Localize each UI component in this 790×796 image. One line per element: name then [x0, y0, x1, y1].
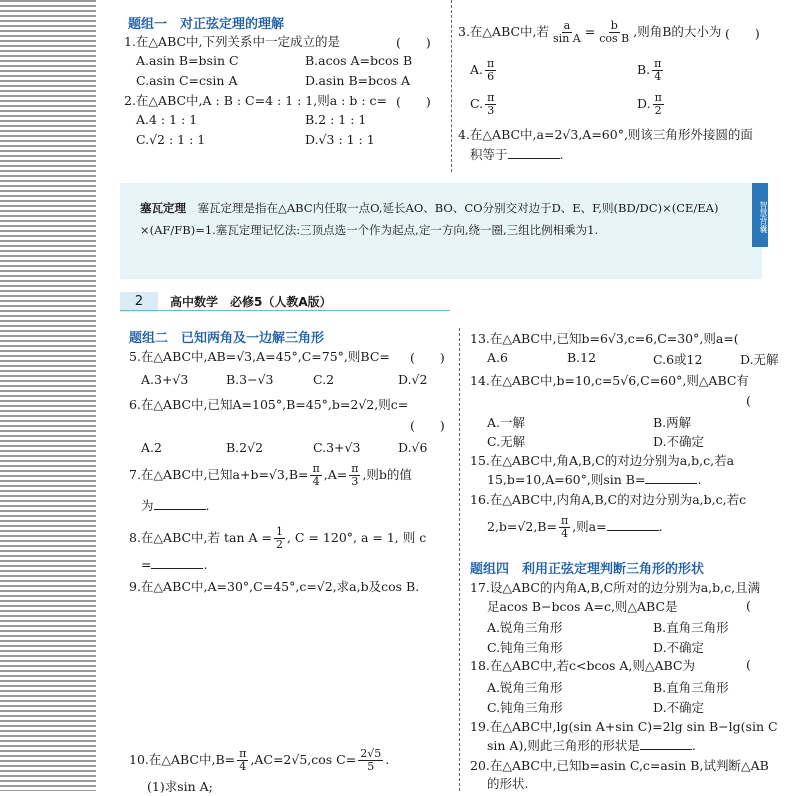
question-18: 18.在△ABC中,若c<bcos A,则△ABC为: [470, 658, 695, 673]
note-title: 塞瓦定理: [140, 201, 186, 215]
fraction-a-sinA: $\frac{a}{\text{sin A}}$: [553, 19, 581, 45]
option-2c: C.√2 : 1 : 1: [136, 132, 206, 147]
option-1d: D.asin B=bcos A: [305, 73, 411, 88]
option-18a: A.锐角三角形: [487, 680, 563, 695]
option-3b: B. $\frac{\pi}{4}$: [637, 57, 662, 83]
option-5a: A.3+√3: [141, 372, 189, 387]
question-17: 17.设△ABC的内角A,B,C所对的边分别为a,b,c,且满: [470, 580, 761, 595]
question-6: 6.在△ABC中,已知A=105°,B=45°,b=2√2,则c=: [129, 397, 409, 412]
option-3c: C. $\frac{\pi}{3}$: [470, 91, 495, 117]
answer-paren-6: ( ): [410, 418, 445, 433]
option-5c: C.2: [313, 372, 335, 387]
answer-blank-7[interactable]: [154, 497, 206, 510]
question-20-line2: 的形状.: [487, 776, 529, 791]
answer-paren-17: (: [746, 598, 751, 613]
note-line2: ×(AF/FB)=1.塞瓦定理记忆法:三顶点选一个作为起点,定一方向,绕一圈,三组比例相乘为1.: [140, 223, 599, 237]
option-2a: A.4 : 1 : 1: [136, 112, 198, 127]
answer-paren-2: ( ): [396, 94, 431, 109]
option-6b: B.2√2: [226, 440, 264, 455]
fraction-b-cosB: $\frac{b}{\text{cos B}}$: [599, 19, 630, 45]
question-19: 19.在△ABC中,lg(sin A+sin C)=2lg sin B−lg(sin C: [470, 719, 778, 734]
question-4: 4.在△ABC中,a=2√3,A=60°,则该三角形外接圆的面: [458, 127, 753, 142]
column-divider-top: [451, 0, 452, 172]
margin-stripes: [0, 0, 96, 791]
question-15: 15.在△ABC中,角A,B,C的对边分别为a,b,c,若a: [470, 453, 735, 468]
note-line1: 塞瓦定理是指在△ABC内任取一点O,延长AO、BO、CO分别交对边于D、E、F,则(BD/DC)×(CE/EA): [197, 201, 719, 215]
question-9: 9.在△ABC中,A=30°,C=45°,c=√2,求a,b及cos B.: [129, 579, 420, 594]
option-6a: A.2: [141, 440, 162, 455]
question-19-line2: sin A),则此三角形的形状是 .: [487, 738, 696, 753]
question-8: 8.在△ABC中,若 tan A = $\frac{1}{2}$ , C = 120°, a = 1, 则 c: [129, 525, 427, 551]
question-2: 2.在△ABC中,A : B : C=4 : 1 : 1,则a : b : c=: [124, 93, 387, 108]
option-13c: C.6或12: [653, 352, 703, 367]
answer-blank-15[interactable]: [645, 471, 697, 484]
option-14d: D.不确定: [653, 434, 705, 449]
answer-blank-19[interactable]: [640, 737, 692, 750]
option-6c: C.3+√3: [313, 440, 361, 455]
question-5: 5.在△ABC中,AB=√3,A=45°,C=75°,则BC=: [129, 349, 390, 364]
option-2d: D.√3 : 1 : 1: [305, 132, 375, 147]
answer-blank-4[interactable]: [508, 146, 560, 159]
option-13a: A.6: [487, 350, 508, 365]
option-14b: B.两解: [653, 415, 692, 430]
option-17d: D.不确定: [653, 640, 705, 655]
question-17-line2: 足acos B−bcos A=c,则△ABC是: [487, 599, 678, 614]
answer-blank-8[interactable]: [151, 556, 203, 569]
question-7: 7.在△ABC中,已知a+b=√3,B= $\frac{\pi}{4}$ ,A= $\frac{\pi}{3}$ ,则b的值: [129, 462, 412, 488]
page-header-bar: [120, 292, 770, 312]
section-header-group1: 题组一 对正弦定理的理解: [128, 17, 285, 32]
option-5b: B.3−√3: [226, 372, 274, 387]
option-17c: C.钝角三角形: [487, 640, 563, 655]
answer-paren-3: ( ): [725, 26, 760, 41]
option-1a: A.asin B=bsin C: [136, 53, 239, 68]
option-14a: A.一解: [487, 415, 526, 430]
option-3a: A. $\frac{\pi}{6}$: [470, 57, 495, 83]
answer-paren-1: ( ): [396, 35, 431, 50]
option-3d: D. $\frac{\pi}{2}$: [637, 91, 662, 117]
question-15-line2: 15,b=10,A=60°,则sin B= .: [487, 472, 702, 487]
option-18b: B.直角三角形: [653, 680, 729, 695]
column-divider-bottom: [459, 328, 460, 791]
question-20: 20.在△ABC中,已知b=asin C,c=asin B,试判断△AB: [470, 758, 769, 773]
question-14: 14.在△ABC中,b=10,c=5√6,C=60°,则△ABC有: [470, 373, 749, 388]
answer-blank-16[interactable]: [607, 518, 659, 531]
option-1c: C.asin C=csin A: [136, 73, 238, 88]
section-header-group2: 题组二 已知两角及一边解三角形: [129, 331, 325, 346]
question-8-line2: = .: [141, 557, 208, 572]
option-13b: B.12: [567, 350, 597, 365]
question-4-line2: 积等于 .: [470, 147, 564, 162]
option-6d: D.√6: [398, 440, 428, 455]
page-number: 2: [120, 292, 158, 312]
ceva-theorem-note: [120, 183, 762, 279]
answer-paren-5: ( ): [410, 350, 445, 365]
question-3: 3.在△ABC中,若 $\frac{a}{\text{sin A}}$ = $\frac{b}{\text{cos B}}$ ,则角B的大小为: [458, 19, 722, 45]
wisdom-tag: 智慧背囊: [752, 183, 768, 247]
option-18d: D.不确定: [653, 700, 705, 715]
question-16: 16.在△ABC中,内角A,B,C的对边分别为a,b,c,若c: [470, 492, 747, 507]
option-1b: B.acos A=bcos B: [305, 53, 413, 68]
option-2b: B.2 : 1 : 1: [305, 112, 367, 127]
answer-paren-18: (: [746, 657, 751, 672]
option-14c: C.无解: [487, 434, 526, 449]
question-16-line2: 2,b=√2,B= $\frac{\pi}{4}$ ,则a= .: [487, 514, 663, 540]
option-13d: D.无解: [740, 352, 779, 367]
section-header-group4: 题组四 利用正弦定理判断三角形的形状: [470, 562, 705, 577]
question-10-sub1: (1)求sin A;: [147, 779, 213, 794]
option-17b: B.直角三角形: [653, 620, 729, 635]
answer-paren-14: (: [746, 393, 751, 408]
question-13: 13.在△ABC中,已知b=6√3,c=6,C=30°,则a=(: [470, 331, 739, 346]
page-header-rule: [120, 310, 450, 311]
option-17a: A.锐角三角形: [487, 620, 563, 635]
question-10: 10.在△ABC中,B= $\frac{\pi}{4}$ ,AC=2√5,cos C= $\frac{2√5}{5}$ .: [129, 747, 390, 773]
question-7-line2: 为 .: [141, 498, 210, 513]
question-1: 1.在△ABC中,下列关系中一定成立的是: [124, 34, 341, 49]
option-18c: C.钝角三角形: [487, 700, 563, 715]
page-title: 高中数学 必修5（人教A版）: [170, 295, 332, 309]
option-5d: D.√2: [398, 372, 428, 387]
